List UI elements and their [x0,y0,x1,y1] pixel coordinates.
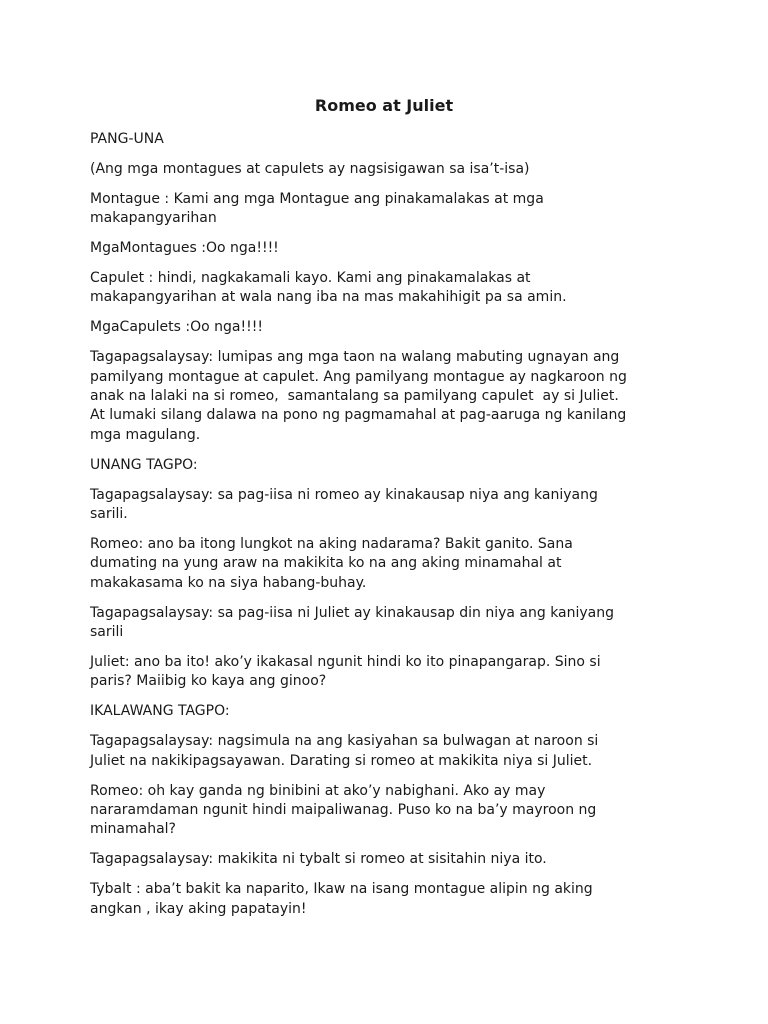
paragraph-section-pang-una: PANG-UNA [90,131,164,147]
paragraph-montagues-reply: MgaMontagues :Oo nga!!!! [90,240,279,257]
document-body [90,130,690,930]
paragraph-romeo-line: Romeo: ano ba itong lungkot na aking nadarama? Bakit ganito. Sana dumating na yung araw na makikita ko na ang aking minamahal at makakasama ko na siya habang-buhay. [90,536,573,591]
paragraph-romeo-smitten: Romeo: oh kay ganda ng binibini at ako’y nabighani. Ako ay may nararamdaman ngunit hindi maipaliwanag. Puso ko na ba’y mayroon ng minamahal? [90,782,597,838]
paragraph-section-unang-tagpo: UNANG TAGPO: [90,456,198,473]
paragraph-narrator-party: Tagapagsalaysay: nagsimula na ang kasiyahan sa bulwagan at naroon si Juliet na nakikipagsayawan. Darating si romeo at makikita niya si Juliet. [90,733,599,769]
document-title: Romeo at Juliet [314,96,454,115]
paragraph-capulet-line: Capulet : hindi, nagkakamali kayo. Kami ang pinakamalakas at makapangyarihan at wala nang iba na mas makahihigit pa sa amin. [90,270,567,306]
paragraph-capulets-reply: MgaCapulets :Oo nga!!!! [90,319,263,336]
paragraph-narrator-juliet: Tagapagsalaysay: sa pag-iisa ni Juliet ay kinakausap din niya ang kaniyang sarili [90,604,615,641]
paragraph-narrator-tybalt: Tagapagsalaysay: makikita ni tybalt si romeo at sisitahin niya ito. [90,851,547,868]
paragraph-stage-direction: (Ang mga montagues at capulets ay nagsisigawan sa isa’t-isa) [90,160,530,177]
paragraph-montague-line: Montague : Kami ang mga Montague ang pinakamalakas at mga makapangyarihan [90,190,544,227]
paragraph-section-ikalawang-tagpo: IKALAWANG TAGPO: [90,703,230,720]
paragraph-juliet-line: Juliet: ano ba ito! ako’y ikakasal ngunit hindi ko ito pinapangarap. Sino si paris? Maiibig ko kaya ang ginoo? [90,654,601,690]
paragraph-tybalt-line: Tybalt : aba’t bakit ka naparito, Ikaw na isang montague alipin ng aking angkan , ikay aking papatayin! [90,881,593,917]
paragraph-narrator-romeo: Tagapagsalaysay: sa pag-iisa ni romeo ay kinakausap niya ang kaniyang sarili. [90,486,598,523]
paragraph-narrator-intro: Tagapagsalaysay: lumipas ang mga taon na walang mabuting ugnayan ang pamilyang montague at capulet. Ang pamilyang montague ay nagkaroon ng anak na lalaki na si romeo, samantalang sa pamilyang capulet ay si Juliet. At lumaki silang dalawa na pono ng pagmamahal at pag-aaruga ng kanilang mga magulang. [90,349,627,443]
